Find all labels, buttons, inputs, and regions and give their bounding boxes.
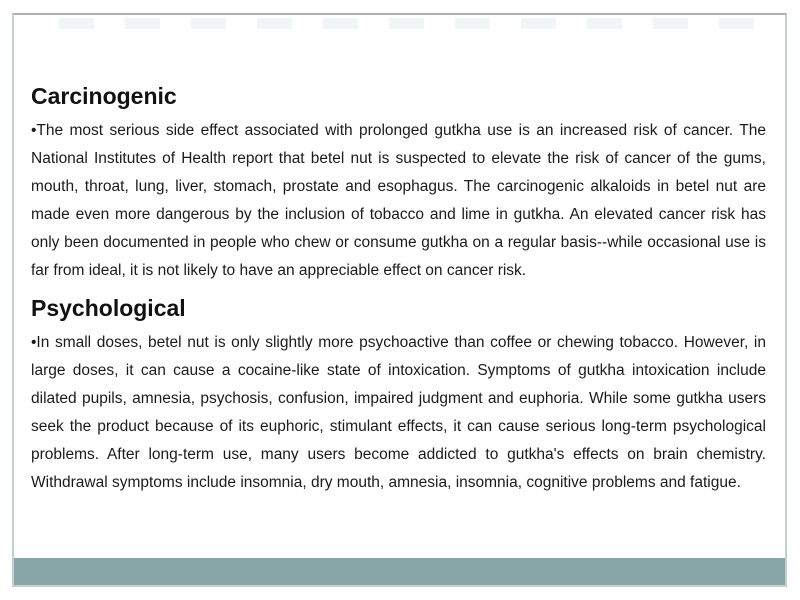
- slide-content: [31, 81, 766, 505]
- section-heading-carcinogenic: Carcinogenic: [31, 83, 177, 109]
- presentation-slide: [12, 13, 787, 587]
- footer-accent-band: [14, 558, 785, 585]
- section-body-psychological: •In small doses, betel nut is only slightly more psychoactive than coffee or chewing tobacco. However, in large doses, it can cause a cocaine-like state of intoxication. Symptoms of gutkha intoxication include dilated pupils, amnesia, psychosis, confusion, impaired judgment and euphoria. While some gutkha users seek the product because of its euphoric, stimulant effects, it can cause serious long-term psychological problems. After long-term use, many users become addicted to gutkha's effects on brain chemistry. Withdrawal symptoms include insomnia, dry mouth, amnesia, insomnia, cognitive problems and fatigue.: [31, 334, 766, 491]
- section-heading-psychological: Psychological: [31, 295, 186, 321]
- top-checker-pattern: [59, 18, 783, 29]
- section-body-carcinogenic: •The most serious side effect associated with prolonged gutkha use is an increased risk of cancer. The National Institutes of Health report that betel nut is suspected to elevate the risk of cancer of the gums, mouth, throat, lung, liver, stomach, prostate and esophagus. The carcinogenic alkaloids in betel nut are made even more dangerous by the inclusion of tobacco and lime in gutkha. An elevated cancer risk has only been documented in people who chew or consume gutkha on a regular basis--while occasional use is far from ideal, it is not likely to have an appreciable effect on cancer risk.: [31, 122, 766, 279]
